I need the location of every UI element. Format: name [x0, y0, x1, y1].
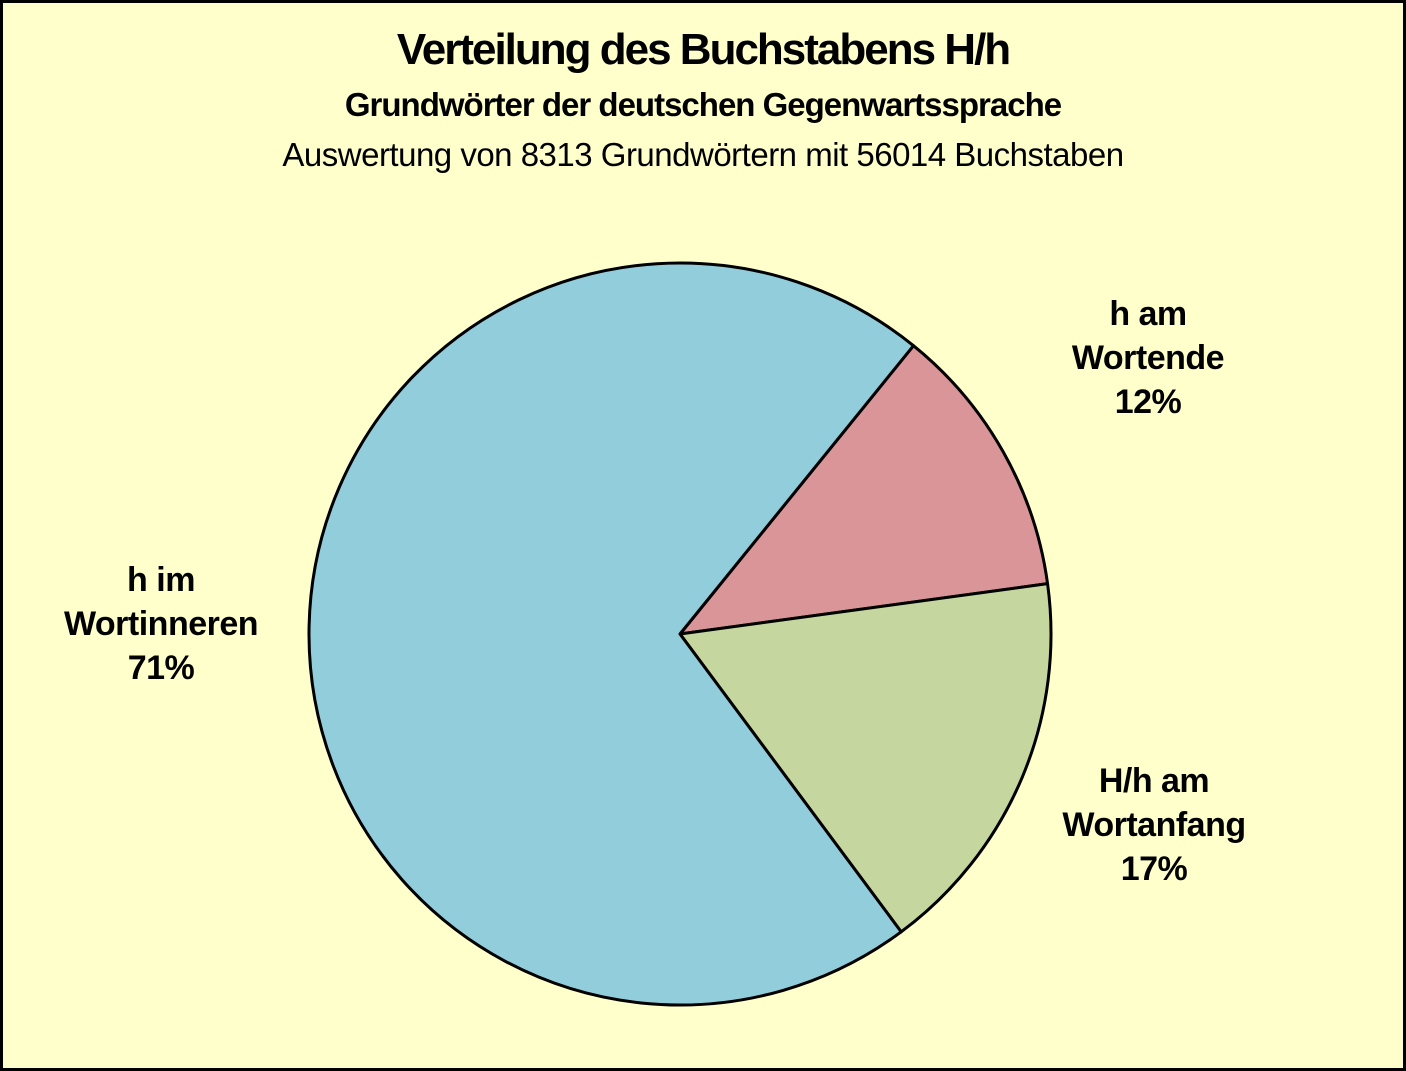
pie-label-line: h am	[1109, 295, 1187, 333]
pie-label-value: 17%	[1120, 850, 1188, 888]
chart-subtitle: Grundwörter der deutschen Gegenwartssprache	[344, 86, 1062, 123]
pie-label-wortanfang	[994, 759, 1314, 891]
pie-label-line: h im	[127, 561, 195, 599]
pie-label-line: Wortende	[1071, 339, 1225, 377]
chart-title: Verteilung des Buchstabens H/h	[396, 25, 1010, 74]
pie-label-line: Wortinneren	[63, 605, 259, 643]
chart-note: Auswertung von 8313 Grundwörtern mit 56014 Buchstaben	[282, 136, 1124, 173]
pie-label-line: H/h am	[1098, 762, 1210, 800]
pie-chart	[3, 3, 1406, 1071]
pie-label-value: 71%	[127, 649, 195, 687]
pie-label-line: Wortanfang	[1062, 806, 1246, 844]
pie-label-wortinneren	[11, 558, 311, 690]
pie-label-value: 12%	[1114, 383, 1182, 421]
pie-label-wortende	[998, 292, 1298, 424]
